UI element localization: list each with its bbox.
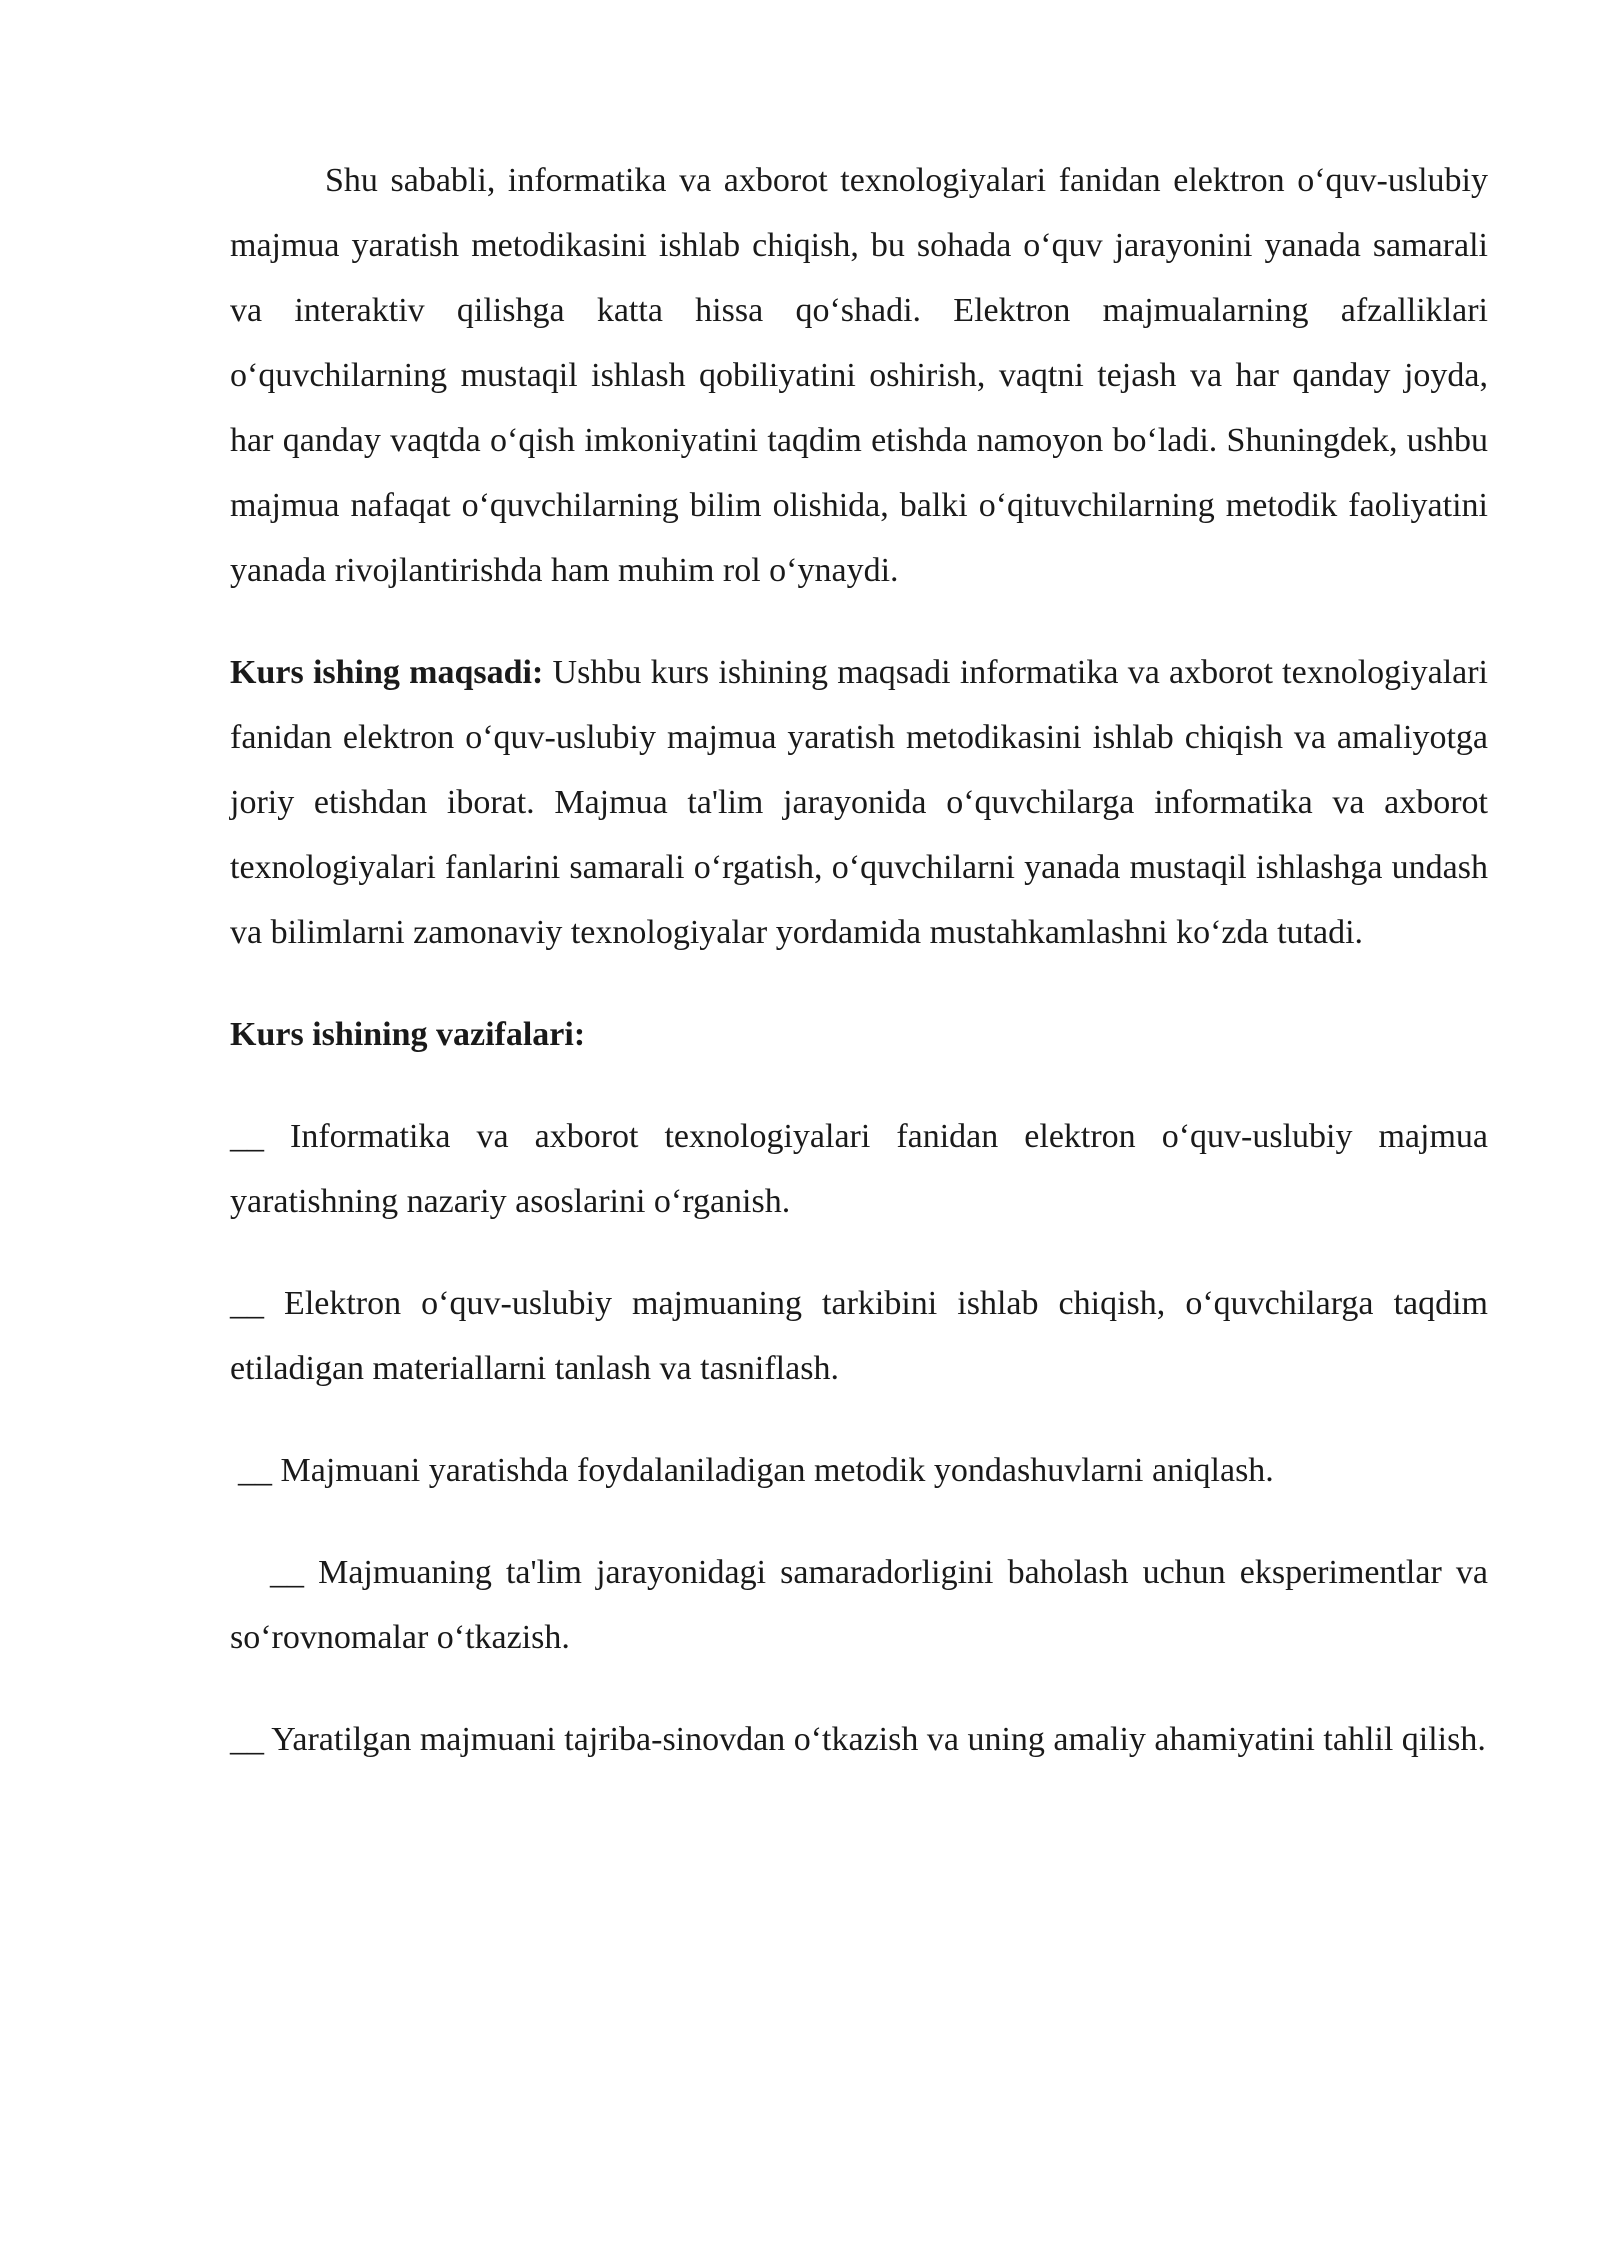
task-marker: __ xyxy=(230,1721,264,1758)
task-item xyxy=(230,1271,1488,1401)
task-text: Majmuani yaratishda foydalaniladigan metodik yondashuvlarni aniqlash. xyxy=(272,1452,1274,1489)
document-page xyxy=(230,148,1488,1772)
task-text: Informatika va axborot texnologiyalari fanidan elektron o‘quv-uslubiy majmua yaratishning nazariy asoslarini o‘rganish. xyxy=(230,1118,1488,1220)
task-text: Yaratilgan majmuani tajriba-sinovdan o‘tkazish va uning amaliy ahamiyatini tahlil qilish. xyxy=(264,1721,1486,1758)
task-marker: __ xyxy=(270,1554,304,1591)
task-text: Elektron o‘quv-uslubiy majmuaning tarkibini ishlab chiqish, o‘quvchilarga taqdim etiladigan materiallarni tanlash va tasniflash. xyxy=(230,1285,1488,1387)
task-item xyxy=(230,1438,1488,1503)
task-marker: __ xyxy=(238,1452,272,1489)
goal-label: Kurs ishing maqsadi: xyxy=(230,654,544,691)
task-marker: __ xyxy=(230,1118,264,1155)
task-text: Majmuaning ta'lim jarayonidagi samaradorligini baholash uchun eksperimentlar va so‘rovnomalar o‘tkazish. xyxy=(230,1554,1488,1656)
tasks-heading: Kurs ishining vazifalari: xyxy=(230,1016,586,1053)
intro-paragraph: Shu sababli, informatika va axborot texnologiyalari fanidan elektron o‘quv-uslubiy majmua yaratish metodikasini ishlab chiqish, bu sohada o‘quv jarayonini yanada samarali va interaktiv qilishga katta hissa qo‘shadi. Elektron majmualarning afzalliklari o‘quvchilarning mustaqil ishlash qobiliyatini oshirish, vaqtni tejash va har qanday joyda, har qanday vaqtda o‘qish imkoniyatini taqdim etishda namoyon bo‘ladi. Shuningdek, ushbu majmua nafaqat o‘quvchilarning bilim olishida, balki o‘qituvchilarning metodik faoliyatini yanada rivojlantirishda ham muhim rol o‘ynaydi. xyxy=(230,162,1488,589)
task-item xyxy=(230,1104,1488,1234)
goal-text: Ushbu kurs ishining maqsadi informatika va axborot texnologiyalari fanidan elektron o‘quv-uslubiy majmua yaratish metodikasini ishlab chiqish va amaliyotga joriy etishdan iborat. Majmua ta'lim jarayonida o‘quvchilarga informatika va axborot texnologiyalari fanlarini samarali o‘rgatish, o‘quvchilarni yanada mustaqil ishlashga undash va bilimlarni zamonaviy texnologiyalar yordamida mustahkamlashni ko‘zda tutadi. xyxy=(230,654,1488,951)
task-marker: __ xyxy=(230,1285,264,1322)
goal-paragraph xyxy=(230,640,1488,965)
task-item xyxy=(230,1540,1488,1670)
task-item xyxy=(230,1707,1488,1772)
